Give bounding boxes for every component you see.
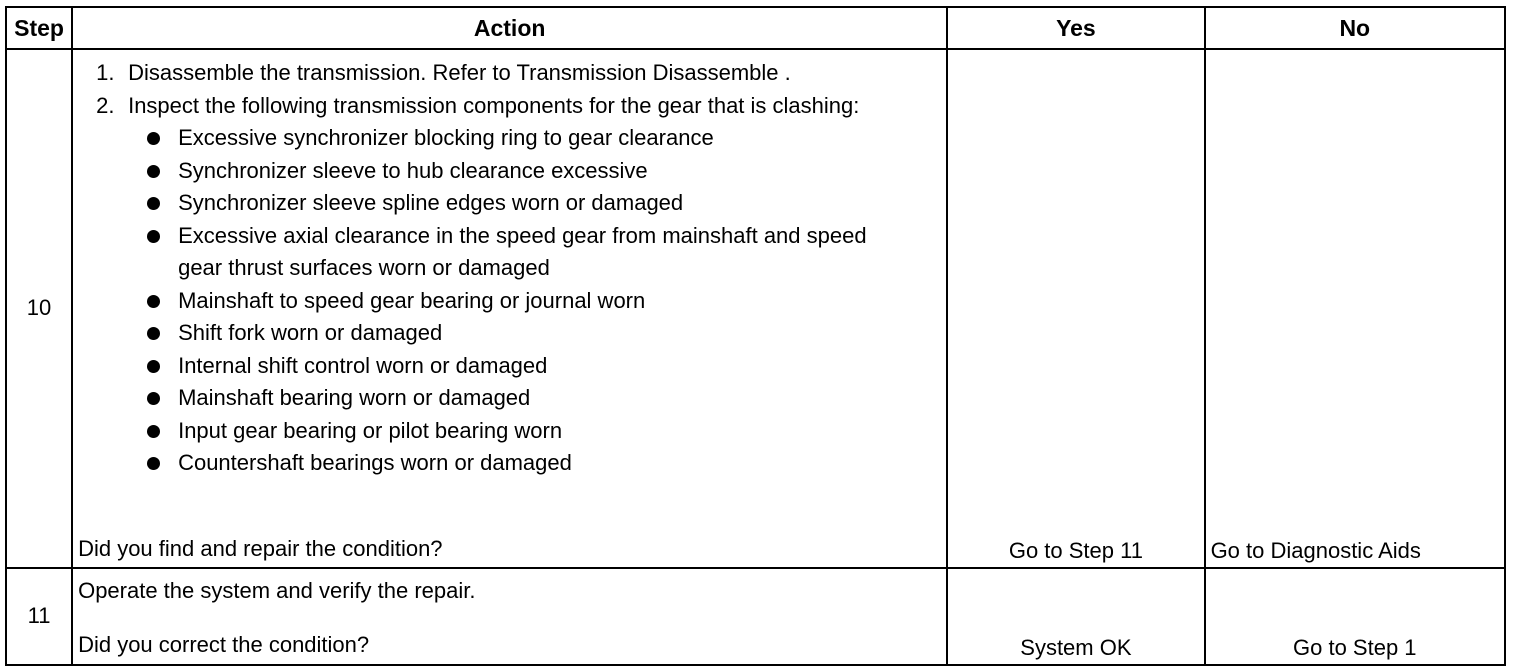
diagnostic-table: [5, 6, 1506, 666]
action-steps-list: [73, 50, 946, 480]
list-item: Mainshaft bearing worn or damaged: [178, 382, 946, 415]
question-text: Did you find and repair the condition?: [78, 535, 443, 561]
action-cell: [72, 568, 947, 665]
header-no: No: [1205, 7, 1505, 49]
action-step-text: Inspect the following transmission components for the gear that is clashing:: [128, 92, 860, 118]
action-step-text: Disassemble the transmission. Refer to Transmission Disassemble .: [128, 60, 791, 85]
no-result: Go to Step 1: [1205, 568, 1505, 665]
list-item: Internal shift control worn or damaged: [178, 350, 946, 383]
list-item: Excessive synchronizer blocking ring to gear clearance: [178, 122, 946, 155]
question-text: Did you correct the condition?: [78, 631, 370, 657]
header-action: Action: [72, 7, 947, 49]
action-cell: [72, 49, 947, 568]
list-item: Synchronizer sleeve to hub clearance excessive: [178, 155, 946, 188]
yes-result: System OK: [947, 568, 1204, 665]
header-yes: Yes: [947, 7, 1204, 49]
step-number: 11: [6, 568, 72, 665]
instruction-text: Operate the system and verify the repair.: [78, 578, 476, 603]
component-list: [128, 122, 946, 480]
no-result: Go to Diagnostic Aids: [1205, 49, 1505, 568]
list-item: Excessive axial clearance in the speed gear from mainshaft and speed gear thrust surfaces worn or damaged: [178, 220, 946, 285]
list-item: Synchronizer sleeve spline edges worn or damaged: [178, 187, 946, 220]
list-item: Countershaft bearings worn or damaged: [178, 447, 946, 480]
header-step: Step: [6, 7, 72, 49]
action-step: [128, 90, 946, 480]
header-row: [6, 7, 1505, 49]
list-item: Shift fork worn or damaged: [178, 317, 946, 350]
table-row-step-10: [6, 49, 1505, 568]
step-number: 10: [6, 49, 72, 568]
action-step: [128, 57, 946, 90]
yes-result: Go to Step 11: [947, 49, 1204, 568]
table-row-step-11: [6, 568, 1505, 665]
list-item: Mainshaft to speed gear bearing or journal worn: [178, 285, 946, 318]
list-item: Input gear bearing or pilot bearing worn: [178, 415, 946, 448]
